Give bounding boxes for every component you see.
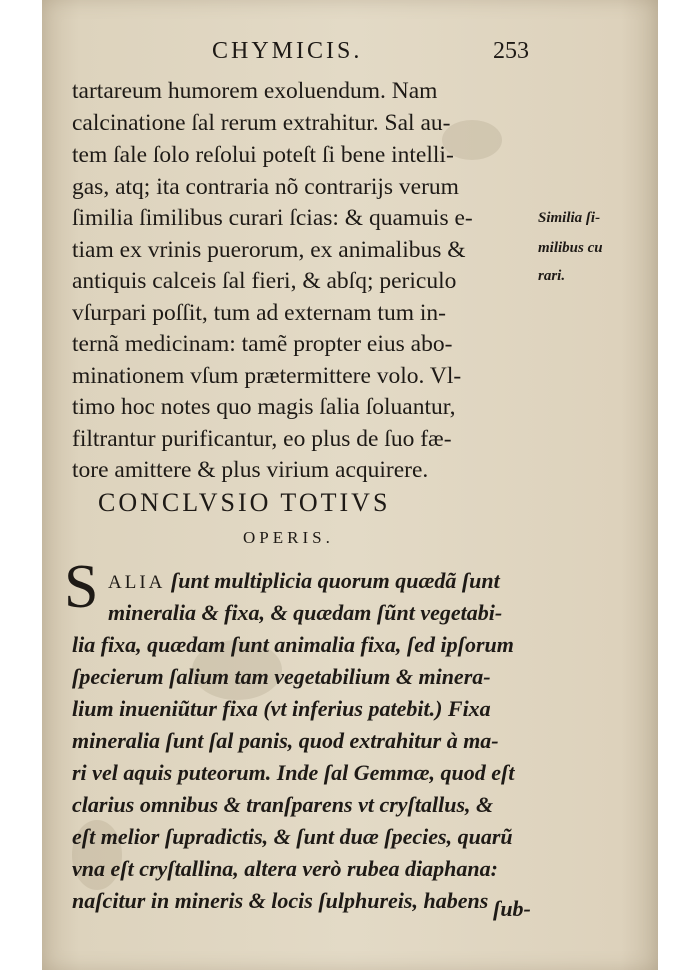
- body-line: ternã medicinam: tamẽ propter eius abo-: [72, 331, 453, 357]
- lead-word: ALIA: [108, 572, 166, 593]
- italic-line: mineralia ſunt ſal panis, quod extrahitur à ma-: [72, 728, 499, 753]
- section-title: CONCLVSIO TOTIVS: [98, 488, 391, 517]
- margin-note: Similia ſi-: [538, 210, 601, 226]
- body-line: minationem vſum prætermittere volo. Vl-: [72, 363, 462, 389]
- body-line: filtrantur purificantur, eo plus de ſuo fæ-: [72, 426, 452, 452]
- drop-cap: S: [64, 553, 99, 621]
- body-line: gas, atq; ita contraria nõ contrarijs verum: [72, 174, 459, 200]
- catchword: ſub-: [493, 896, 531, 921]
- margin-note: milibus cu: [538, 240, 603, 256]
- margin-note: rari.: [538, 268, 566, 284]
- italic-line: eſt melior ſupradictis, & ſunt duæ ſpecies, quarũ: [72, 824, 513, 849]
- italic-line: lia fixa, quædam ſunt animalia fixa, ſed ipſorum: [72, 632, 514, 657]
- italic-line: [108, 568, 500, 594]
- body-line: ſimilia ſimilibus curari ſcias: & quamuis e-: [72, 205, 473, 231]
- body-line: vſurpari poſſit, tum ad externam tum in-: [72, 300, 446, 326]
- italic-line: ſpecierum ſalium tam vegetabilium & minera-: [72, 664, 491, 689]
- italic-line: mineralia & fixa, & quædam ſũnt vegetabi-: [108, 600, 503, 625]
- italic-line: naſcitur in mineris & locis ſulphureis, habens: [72, 888, 489, 913]
- italic-line: lium inueniũtur fixa (vt inferius patebit.) Fixa: [72, 696, 491, 721]
- italic-line: clarius omnibus & tranſparens vt cryſtallus, &: [72, 792, 494, 817]
- body-line: tore amittere & plus virium acquirere.: [72, 457, 429, 483]
- body-line: tartareum humorem exoluendum. Nam: [72, 78, 438, 104]
- italic-line: ri vel aquis puteorum. Inde ſal Gemmæ, quod eſt: [72, 760, 515, 785]
- body-line: antiquis calceis ſal fieri, & abſq; periculo: [72, 268, 457, 294]
- body-line: calcinatione ſal rerum extrahitur. Sal au-: [72, 110, 451, 136]
- running-header: CHYMICIS.: [212, 38, 363, 64]
- body-line: tem ſale ſolo reſolui poteſt ſi bene intelli-: [72, 142, 454, 168]
- body-line: tiam ex vrinis puerorum, ex animalibus &: [72, 237, 466, 263]
- page-number: 253: [493, 38, 529, 64]
- body-line: timo hoc notes quo magis ſalia ſoluantur,: [72, 394, 456, 420]
- section-subtitle: OPERIS.: [243, 528, 334, 547]
- italic-line: vna eſt cryſtallina, altera verò rubea diaphana:: [72, 856, 498, 881]
- italic-line-text: ſunt multiplicia quorum quædã ſunt: [170, 568, 500, 593]
